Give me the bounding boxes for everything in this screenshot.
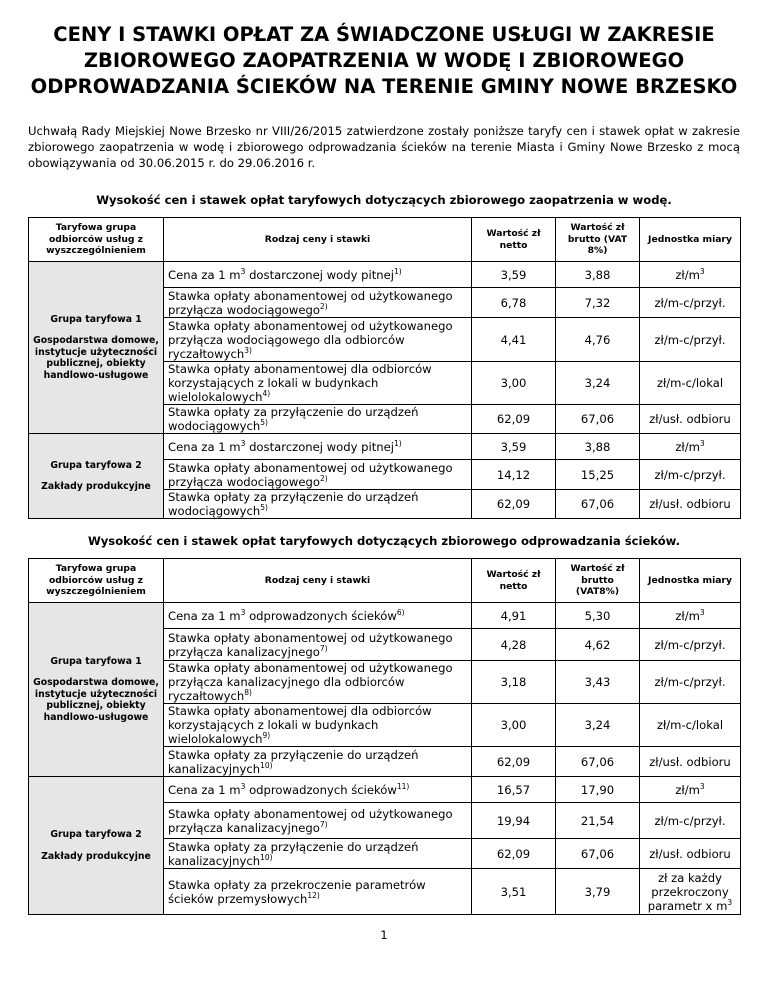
- footnote-marker: 11): [396, 781, 410, 791]
- unit-of-measure: [640, 434, 741, 460]
- unit-of-measure: [640, 661, 741, 704]
- footnote-marker: 2): [319, 473, 328, 483]
- rate-description: [164, 603, 472, 629]
- rate-description: [164, 803, 472, 839]
- value-netto: 62,09: [472, 839, 556, 869]
- superscript: 3: [240, 781, 246, 791]
- footnote-marker: 9): [262, 731, 271, 741]
- value-brutto: 4,76: [556, 318, 640, 362]
- unit-of-measure: [640, 839, 741, 869]
- value-netto: 3,51: [472, 869, 556, 915]
- superscript: 3: [240, 438, 246, 448]
- table-header-row: [29, 218, 741, 262]
- value-brutto: 67,06: [556, 839, 640, 869]
- value-netto: 62,09: [472, 490, 556, 519]
- header-unit: Jednostka miary: [640, 218, 741, 262]
- rate-description: [164, 405, 472, 434]
- water-section-heading: Wysokość cen i stawek opłat taryfowych dotyczących zbiorowego zaopatrzenia w wodę.: [96, 193, 672, 207]
- table-row: [29, 434, 741, 460]
- tariff-group-cell: [29, 434, 164, 519]
- value-brutto: 3,88: [556, 434, 640, 460]
- footnote-marker: 5): [260, 503, 268, 513]
- unit-text: zł/usł. odbioru: [649, 497, 731, 511]
- header-unit: Jednostka miary: [640, 559, 741, 603]
- unit-of-measure: [640, 490, 741, 519]
- rate-description: [164, 661, 472, 704]
- value-brutto: 3,88: [556, 262, 640, 288]
- rate-description: [164, 362, 472, 405]
- superscript: 3: [699, 781, 705, 791]
- unit-of-measure: [640, 704, 741, 747]
- superscript: 3: [699, 607, 705, 617]
- tariff-group-name: Grupa taryfowa 1: [50, 313, 142, 325]
- rate-text: Cena za 1 m: [168, 439, 241, 454]
- unit-text: zł/usł. odbioru: [649, 846, 731, 861]
- rate-text: Stawka opłaty za przyłączenie do urządzeń wodociągowych: [168, 405, 419, 433]
- rate-description: [164, 704, 472, 747]
- value-brutto: 67,06: [556, 490, 640, 519]
- value-brutto: 67,06: [556, 747, 640, 777]
- value-brutto: 7,32: [556, 288, 640, 318]
- header-kind: Rodzaj ceny i stawki: [164, 218, 472, 262]
- tariff-group-description: Gospodarstwa domowe, instytucje użyteczności publicznej, obiekty handlowo-usługowe: [33, 677, 159, 723]
- header-brutto: Wartość zł brutto (VAT 8%): [556, 218, 640, 262]
- unit-of-measure: [640, 318, 741, 362]
- value-brutto: 67,06: [556, 405, 640, 434]
- header-group: Taryfowa grupa odbiorców usług z wyszczególnieniem: [29, 559, 164, 603]
- value-brutto: 3,43: [556, 661, 640, 704]
- unit-text: zł/m: [675, 267, 700, 282]
- superscript: 3: [699, 438, 705, 448]
- unit-of-measure: [640, 262, 741, 288]
- superscript: 3: [699, 266, 705, 276]
- rate-description: [164, 747, 472, 777]
- rate-text: odprowadzonych ścieków: [245, 608, 397, 623]
- rate-text: Stawka opłaty abonamentowej dla odbiorców korzystających z lokali w budynkach wielolokalowych: [168, 362, 432, 404]
- value-brutto: 3,24: [556, 362, 640, 405]
- rate-description: [164, 869, 472, 915]
- rate-description: [164, 262, 472, 288]
- footnote-marker: 8): [244, 688, 252, 698]
- table-header-row: [29, 559, 741, 603]
- footnote-marker: 10): [260, 852, 273, 862]
- rate-text: Stawka opłaty abonamentowej dla odbiorców korzystających z lokali w budynkach wielolokalowych: [168, 704, 432, 746]
- water-tariff-table: [28, 217, 741, 519]
- rate-description: [164, 434, 472, 460]
- rate-text: Stawka opłaty abonamentowej od użytkowanego przyłącza kanalizacyjnego: [168, 806, 453, 835]
- footnote-marker: 3): [244, 345, 252, 355]
- tariff-group-cell: [29, 262, 164, 434]
- value-brutto: 5,30: [556, 603, 640, 629]
- rate-description: [164, 288, 472, 318]
- header-kind: Rodzaj ceny i stawki: [164, 559, 472, 603]
- header-netto: Wartość zł netto: [472, 218, 556, 262]
- tariff-group-name: Grupa taryfowa 2: [50, 829, 142, 840]
- footnote-marker: 2): [319, 301, 328, 311]
- table-row: [29, 777, 741, 803]
- unit-text: zł/m-c/przył.: [654, 332, 726, 347]
- tariff-group-name: Grupa taryfowa 2: [50, 459, 142, 471]
- rate-text: Stawka opłaty abonamentowej od użytkowanego przyłącza wodociągowego dla odbiorców ryczałtowych: [168, 318, 453, 361]
- rate-text: Stawka opłaty za przyłączenie do urządzeń kanalizacyjnych: [168, 839, 419, 868]
- unit-of-measure: [640, 869, 741, 915]
- rate-text: Stawka opłaty za przyłączenie do urządzeń kanalizacyjnych: [168, 747, 419, 776]
- value-brutto: 17,90: [556, 777, 640, 803]
- unit-of-measure: [640, 460, 741, 490]
- footnote-marker: 1): [393, 438, 402, 448]
- sewage-tariff-table: [28, 558, 741, 915]
- value-brutto: 3,79: [556, 869, 640, 915]
- unit-text: zł/m-c/lokal: [656, 376, 724, 390]
- footnote-marker: 10): [260, 760, 273, 770]
- unit-text: zł/m-c/przył.: [654, 467, 726, 482]
- rate-text: Stawka opłaty abonamentowej od użytkowanego przyłącza wodociągowego: [168, 288, 453, 317]
- tariff-group-description: Gospodarstwa domowe, instytucje użyteczności publicznej, obiekty handlowo-usługowe: [33, 335, 159, 381]
- rate-text: Stawka opłaty za przyłączenie do urządzeń wodociągowych: [168, 490, 419, 518]
- footnote-marker: 5): [260, 418, 268, 428]
- water-table-body: [29, 262, 741, 519]
- header-group: Taryfowa grupa odbiorców usług z wyszczególnieniem: [29, 218, 164, 262]
- unit-of-measure: [640, 603, 741, 629]
- unit-of-measure: [640, 803, 741, 839]
- rate-text: Cena za 1 m: [168, 782, 241, 797]
- table-row: [29, 262, 741, 288]
- footnote-marker: 7): [319, 643, 328, 653]
- rate-text: Stawka opłaty za przekroczenie parametrów ścieków przemysłowych: [168, 877, 426, 906]
- sewage-table-body: [29, 603, 741, 915]
- intro-paragraph: Uchwałą Rady Miejskiej Nowe Brzesko nr VIII/26/2015 zatwierdzone zostały poniższe taryfy cen i stawek opłat w zakresie zbiorowego zaopatrzenia w wodę i zbiorowego odprowadzania ścieków na terenie Miasta i Gminy Nowe Brzesko z mocą obowiązywania od 30.06.2015 r. do 29.06.2016 r.: [28, 124, 740, 170]
- footnote-marker: 1): [393, 266, 402, 276]
- value-brutto: 15,25: [556, 460, 640, 490]
- superscript: 3: [727, 897, 733, 907]
- rate-description: [164, 318, 472, 362]
- value-netto: 16,57: [472, 777, 556, 803]
- rate-text: odprowadzonych ścieków: [245, 782, 397, 797]
- document-title: CENY I STAWKI OPŁAT ZA ŚWIADCZONE USŁUGI W ZAKRESIE ZBIOROWEGO ZAOPATRZENIA W WODĘ I ZBIOROWEGO ODPROWADZANIA ŚCIEKÓW NA TERENIE GMINY NOWE BRZESKO: [30, 23, 738, 98]
- value-netto: 3,18: [472, 661, 556, 704]
- unit-text: zł/m: [675, 782, 700, 797]
- value-netto: 14,12: [472, 460, 556, 490]
- unit-text: zł/usł. odbioru: [649, 754, 731, 769]
- value-netto: 6,78: [472, 288, 556, 318]
- rate-description: [164, 490, 472, 519]
- rate-description: [164, 777, 472, 803]
- value-netto: 4,41: [472, 318, 556, 362]
- tariff-group-cell: [29, 603, 164, 777]
- unit-of-measure: [640, 405, 741, 434]
- rate-text: Cena za 1 m: [168, 608, 241, 623]
- unit-text: zł/m-c/lokal: [656, 718, 724, 732]
- unit-of-measure: [640, 747, 741, 777]
- tariff-group-description: Zakłady produkcyjne: [41, 481, 151, 492]
- page-number: 1: [380, 928, 388, 942]
- unit-of-measure: [640, 362, 741, 405]
- unit-text: zł/m-c/przył.: [654, 637, 726, 652]
- header-brutto: Wartość zł brutto (VAT8%): [556, 559, 640, 603]
- rate-description: [164, 839, 472, 869]
- rate-text: dostarczonej wody pitnej: [245, 267, 394, 282]
- unit-text: zł za każdy przekroczony parametr x m: [647, 870, 729, 913]
- value-netto: 3,00: [472, 704, 556, 747]
- unit-text: zł/m-c/przył.: [654, 295, 726, 310]
- unit-of-measure: [640, 777, 741, 803]
- superscript: 3: [240, 266, 246, 276]
- value-brutto: 4,62: [556, 629, 640, 661]
- header-netto: Wartość zł netto: [472, 559, 556, 603]
- value-netto: 62,09: [472, 747, 556, 777]
- rate-text: Cena za 1 m: [168, 267, 241, 282]
- value-brutto: 3,24: [556, 704, 640, 747]
- value-netto: 4,28: [472, 629, 556, 661]
- unit-text: zł/usł. odbioru: [649, 412, 731, 426]
- table-row: [29, 603, 741, 629]
- unit-text: zł/m: [675, 608, 700, 623]
- unit-of-measure: [640, 629, 741, 661]
- unit-text: zł/m-c/przył.: [654, 675, 726, 689]
- tariff-group-name: Grupa taryfowa 1: [50, 655, 142, 667]
- value-netto: 3,59: [472, 434, 556, 460]
- footnote-marker: 6): [396, 607, 405, 617]
- rate-text: Stawka opłaty abonamentowej od użytkowanego przyłącza kanalizacyjnego dla odbiorców ryczałtowych: [168, 661, 453, 703]
- rate-description: [164, 629, 472, 661]
- value-netto: 62,09: [472, 405, 556, 434]
- value-netto: 19,94: [472, 803, 556, 839]
- tariff-group-cell: [29, 777, 164, 915]
- rate-description: [164, 460, 472, 490]
- footnote-marker: 12): [307, 890, 320, 900]
- value-netto: 3,59: [472, 262, 556, 288]
- unit-text: zł/m-c/przył.: [654, 813, 726, 828]
- tariff-group-description: Zakłady produkcyjne: [41, 850, 151, 862]
- sewage-section-heading: Wysokość cen i stawek opłat taryfowych dotyczących zbiorowego odprowadzania ścieków.: [87, 534, 681, 548]
- superscript: 3: [240, 607, 246, 617]
- footnote-marker: 4): [262, 389, 271, 399]
- unit-of-measure: [640, 288, 741, 318]
- rate-text: Stawka opłaty abonamentowej od użytkowanego przyłącza kanalizacyjnego: [168, 630, 453, 659]
- rate-text: dostarczonej wody pitnej: [245, 439, 394, 454]
- value-netto: 3,00: [472, 362, 556, 405]
- unit-text: zł/m: [675, 439, 700, 454]
- rate-text: Stawka opłaty abonamentowej od użytkowanego przyłącza wodociągowego: [168, 460, 453, 489]
- value-netto: 4,91: [472, 603, 556, 629]
- footnote-marker: 7): [319, 819, 328, 829]
- value-brutto: 21,54: [556, 803, 640, 839]
